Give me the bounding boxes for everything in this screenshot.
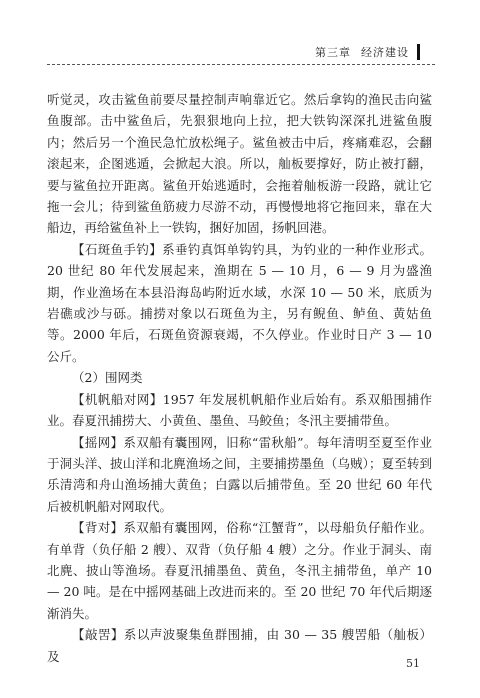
page-number: 51 <box>406 657 420 670</box>
header-bar-mark <box>417 44 420 60</box>
paragraph: 【机帆船对网】1957 年发展机帆船作业后始有。系双船围捕作业。春夏汛捕捞大、小黄鱼、墨鱼、马鲛鱼；冬汛主要捕带鱼。 <box>47 391 432 429</box>
running-header <box>315 44 420 60</box>
section-heading: （2）围网类 <box>72 370 143 386</box>
paragraph: 【石斑鱼手钓】系垂钓真饵单钩钓具，为钓业的一种作业形式。20 世纪 80 年代发展起来，渔期在 5 — 10 月，6 — 9 月为盛渔期，作业渔场在本县沿海岛屿附近水域，水深 10 — 50 米，底质为岩礁或沙与砾。捕捞对象以石斑鱼为主，另有鲵鱼、鲈鱼、黄姑鱼等。2000 年后，石斑鱼资源衰竭，不久停业。作业时日产 3 — 10 公斤。 <box>47 241 432 364</box>
paragraph: 【敲罟】系以声波聚集鱼群围捕，由 30 — 35 艘罟船（舢板）及 <box>47 627 432 664</box>
paragraph: 【摇网】系双船有囊围网，旧称“雷秋船”。每年清明至夏至作业于洞头洋、披山洋和北麂渔场之间，主要捕捞墨鱼（乌贼）；夏至转到乐清湾和舟山渔场捕大黄鱼；白露以后捕带鱼。至 20 世纪 60 年代后被机帆船对网取代。 <box>47 434 432 514</box>
header-divider <box>47 64 435 65</box>
paragraph: 【背对】系双船有囊围网，俗称“江蟹背”，以母船负仔船作业。有单背（负仔船 2 艘）、双背（负仔船 4 艘）之分。作业于洞头、南北麂、披山等渔场。春夏汛捕墨鱼、黄鱼，冬汛主捕带鱼，单产 10 — 20 吨。是在中摇网基础上改进而来的。至 20 世纪 70 年代后期逐渐消失。 <box>47 520 432 621</box>
chapter-label: 第三章 <box>315 46 351 59</box>
section-title: 经济建设 <box>361 46 409 59</box>
paragraph: 听觉灵，攻击鲨鱼前要尽量控制声响靠近它。然后拿钩的渔民击向鲨鱼腹部。击中鲨鱼后，先狠狠地向上拉，把大铁钩深深扎进鲨鱼腹内；然后另一个渔民急忙放松绳子。鲨鱼被击中后，疼痛难忍，会翻滚起来，企图逃遁，会掀起大浪。所以，舢板要撑好，防止被打翻，要与鲨鱼拉开距离。鲨鱼开始逃遁时，会拖着舢板游一段路，就让它拖一会儿；待到鲨鱼筋疲力尽游不动，再慢慢地将它拖回来，靠在大船边，再给鲨鱼补上一铁钩，捆好加固，扬帆回港。 <box>47 92 432 236</box>
body-text <box>47 89 432 667</box>
